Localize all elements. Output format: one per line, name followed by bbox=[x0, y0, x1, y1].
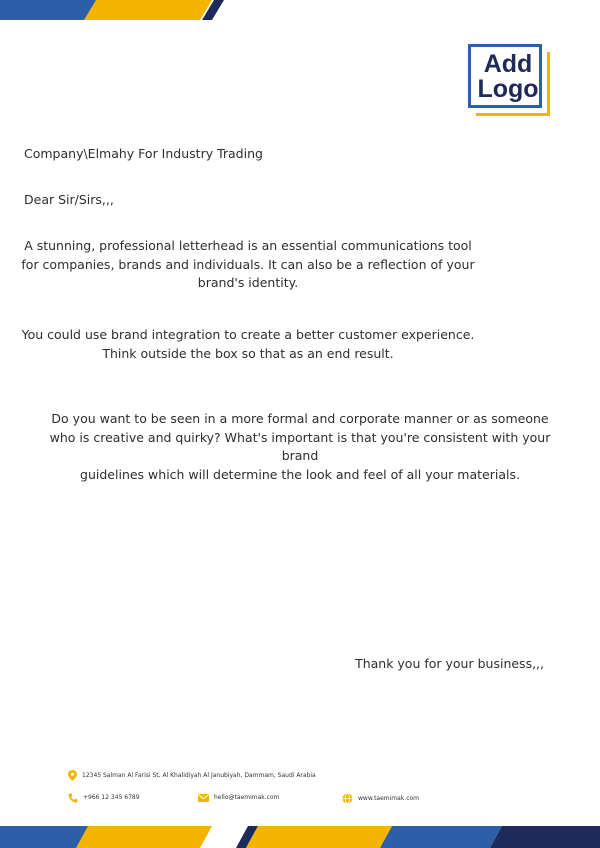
phone-icon bbox=[68, 793, 78, 803]
footer-website bbox=[342, 793, 419, 804]
email-icon bbox=[198, 794, 209, 802]
top-decorative-band bbox=[0, 0, 600, 20]
logo-line-2: Logo bbox=[477, 75, 539, 103]
paragraph-line: who is creative and quirky? What's important is that you're consistent with your brand bbox=[49, 429, 551, 463]
logo-text bbox=[474, 52, 542, 102]
website-text[interactable]: www.taemimak.com bbox=[358, 794, 420, 802]
logo-line-1: Add bbox=[483, 50, 533, 78]
footer-phone bbox=[68, 793, 140, 803]
body-paragraph-2 bbox=[18, 326, 478, 363]
paragraph-line: A stunning, professional letterhead is an essential communications tool bbox=[24, 238, 472, 253]
recipient-company: Company\Elmahy For Industry Trading bbox=[24, 146, 263, 161]
paragraph-line: Think outside the box so that as an end result. bbox=[102, 345, 394, 361]
body-paragraph-1 bbox=[18, 237, 478, 293]
address-text: 12345 Salman Al Farisi St, Al Khalidiyah Al Janubiyah, Dammam, Saudi Arabia bbox=[82, 771, 316, 779]
paragraph-line: guidelines which will determine the look and feel of all your materials. bbox=[80, 466, 520, 482]
email-text[interactable]: hello@taemimak.com bbox=[214, 794, 280, 801]
body-paragraph-3 bbox=[40, 410, 560, 484]
footer-email bbox=[198, 793, 279, 803]
footer-address bbox=[68, 770, 316, 781]
closing-line: Thank you for your business,,, bbox=[355, 656, 544, 671]
salutation: Dear Sir/Sirs,,, bbox=[24, 192, 114, 207]
bottom-decorative-band bbox=[0, 826, 600, 848]
logo-frame bbox=[468, 44, 542, 108]
paragraph-line: Do you want to be seen in a more formal and corporate manner or as someone bbox=[51, 411, 549, 426]
paragraph-line: brand's identity. bbox=[197, 275, 299, 290]
location-pin-icon bbox=[68, 770, 77, 781]
phone-text[interactable]: +966 12 345 6789 bbox=[83, 794, 140, 801]
paragraph-line: You could use brand integration to create a better customer experience. bbox=[21, 327, 475, 342]
company-logo bbox=[468, 44, 550, 116]
globe-icon bbox=[342, 793, 353, 804]
paragraph-line: for companies, brands and individuals. It can also be a reflection of your bbox=[21, 256, 475, 272]
